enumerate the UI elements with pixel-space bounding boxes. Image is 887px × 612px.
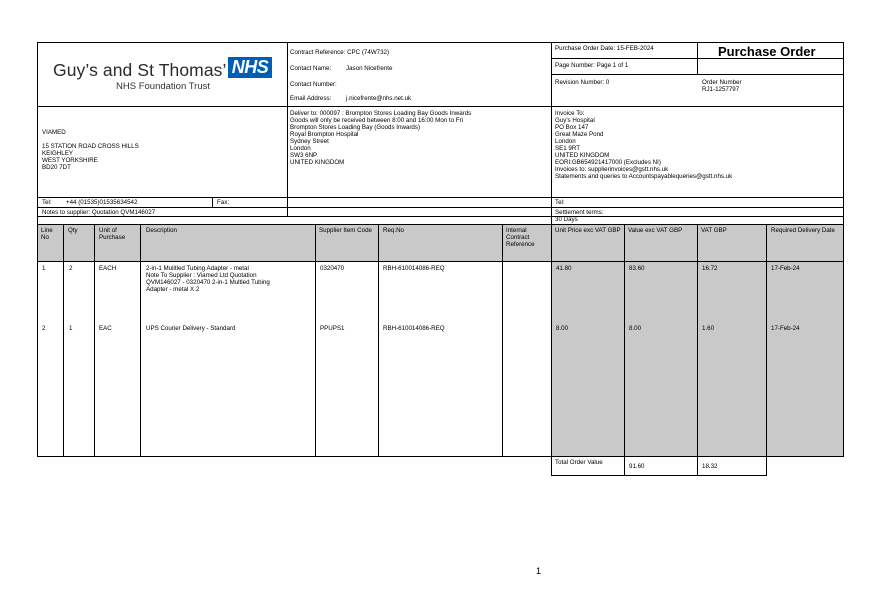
row-unit: EAC: [99, 325, 112, 332]
deliver-line: Royal Brompton Hospital: [290, 131, 359, 138]
settlement-terms-label: Settlement terms:: [555, 209, 604, 216]
trust-subtitle: NHS Foundation Trust: [116, 81, 210, 92]
row-req-no: RBH-610014086-REQ: [383, 265, 445, 272]
col-header-line-no: Line No: [41, 227, 53, 241]
deliver-line: Goods will only be received between 8:00 and 16:00 Mon to Fri: [290, 117, 464, 124]
deliver-line: UNITED KINGDOM: [290, 159, 345, 166]
row-qty: 1: [69, 325, 73, 332]
invoice-line: Great Maze Pond: [555, 131, 604, 138]
row-unit-price: 8.00: [556, 325, 569, 332]
row-qty: 2: [69, 265, 73, 272]
supplier-name: VIAMED: [42, 129, 66, 136]
invoice-line: SE1 9RT: [555, 145, 580, 152]
col-header-unit-price: Unit Price exc VAT GBP: [555, 227, 621, 234]
supplier-note: Notes to supplier: Quotation QVM146027: [42, 209, 156, 216]
row-line-no: 2: [42, 325, 46, 332]
row-description-line: QVM146027 - 0320470 2-in-1 Multled Tubing: [146, 279, 270, 286]
email-label: Email Address:: [290, 95, 332, 102]
invoice-line: London: [555, 138, 576, 145]
row-delivery-date: 17-Feb-24: [771, 265, 800, 272]
row-line-no: 1: [42, 265, 46, 272]
invoice-line: Invoices to: supplierinvoices@gstt.nhs.uk: [555, 166, 669, 173]
contract-reference: Contract Reference: CPC (74W732): [290, 49, 390, 56]
supplier-tel: +44 (01535)01535634542: [66, 199, 138, 206]
supplier-address-line: BD20 7DT: [42, 164, 71, 171]
col-header-unit: Unit of Purchase: [99, 227, 126, 241]
page-number: Page Number: Page 1 of 1: [555, 62, 629, 69]
invoice-line: UNITED KINGDOM: [555, 152, 610, 159]
supplier-fax-label: Fax:: [217, 199, 230, 206]
invoice-line: Invoice To:: [555, 110, 585, 117]
nhs-logo: NHS: [228, 57, 272, 78]
supplier-tel-label: Tel:: [42, 199, 52, 206]
order-number: RJ1-1257797: [702, 86, 740, 93]
supplier-address-line: 15 STATION ROAD CROSS HILLS: [42, 143, 139, 150]
row-value: 83.60: [629, 265, 645, 272]
col-header-value: Value exc VAT GBP: [628, 227, 683, 234]
total-vat: 18.32: [702, 463, 718, 470]
row-supplier-code: PPUPS1: [320, 325, 345, 332]
total-value: 91.60: [629, 463, 645, 470]
email-value[interactable]: j.nicefrente@nhs.net.uk: [346, 95, 412, 102]
col-header-req-no: Req.No: [383, 227, 404, 234]
col-header-supplier-code: Supplier Item Code: [319, 227, 372, 234]
deliver-line: SW3 6NP: [290, 152, 318, 159]
invoice-tel-label: Tel:: [555, 199, 565, 206]
invoice-line: Statements and queries to Accountspayablequeries@gstt.nhs.uk: [555, 173, 733, 180]
row-req-no: RBH-610014086-REQ: [383, 325, 445, 332]
revision-number: Revision Number: 0: [555, 79, 610, 86]
supplier-address-line: WEST YORKSHIRE: [42, 157, 98, 164]
col-header-delivery-date: Required Delivery Date: [771, 227, 835, 234]
row-unit-price: 41.80: [556, 265, 572, 272]
row-description-line: 2-in-1 Mulitled Tubing Adapter - metal: [146, 265, 249, 272]
row-vat: 1.60: [702, 325, 715, 332]
row-description-line: UPS Courier Delivery - Standard: [146, 325, 236, 332]
contact-number-label: Contact Number:: [290, 81, 337, 88]
deliver-line: Deliver to: 000097 : Brompton Stores Loading Bay Goods Inwards: [290, 110, 472, 117]
row-value: 8.00: [629, 325, 642, 332]
order-number-label: Order Number: [702, 79, 742, 86]
row-description-line: Note To Supplier : Viamed Ltd Quotation: [146, 272, 257, 279]
trust-name: Guy’s and St Thomas’: [53, 60, 227, 80]
row-vat: 16.72: [702, 265, 718, 272]
footer-page-number: 1: [536, 566, 542, 576]
col-header-vat: VAT GBP: [701, 227, 727, 234]
col-header-description: Description: [146, 227, 177, 234]
invoice-line: EORI:GB654921417000 (Excludes NI): [555, 159, 661, 166]
page-title: Purchase Order: [718, 44, 816, 59]
row-delivery-date: 17-Feb-24: [771, 325, 800, 332]
invoice-line: Guy's Hospital: [555, 117, 595, 124]
order-date: Purchase Order Date: 15-FEB-2024: [555, 45, 654, 52]
row-unit: EACH: [99, 265, 117, 272]
settlement-terms: 30 Days: [555, 216, 578, 223]
invoice-line: PO Box 147: [555, 124, 589, 131]
row-supplier-code: 0320470: [320, 265, 345, 272]
contact-name-label: Contact Name:: [290, 65, 332, 72]
supplier-address-line: KEIGHLEY: [42, 150, 73, 157]
deliver-line: Brompton Stores Loading Bay (Goods Inwards): [290, 124, 421, 131]
col-header-qty: Qty: [68, 227, 78, 234]
deliver-line: London: [290, 145, 311, 152]
total-label: Total Order Value: [555, 459, 603, 466]
row-description-line: Adapter - metal X 2: [146, 286, 200, 293]
col-header-internal-ref: Internal Contract Reference: [506, 227, 535, 248]
contact-name: Jason Nicefrente: [346, 65, 393, 72]
deliver-line: Sydney Street: [290, 138, 329, 145]
